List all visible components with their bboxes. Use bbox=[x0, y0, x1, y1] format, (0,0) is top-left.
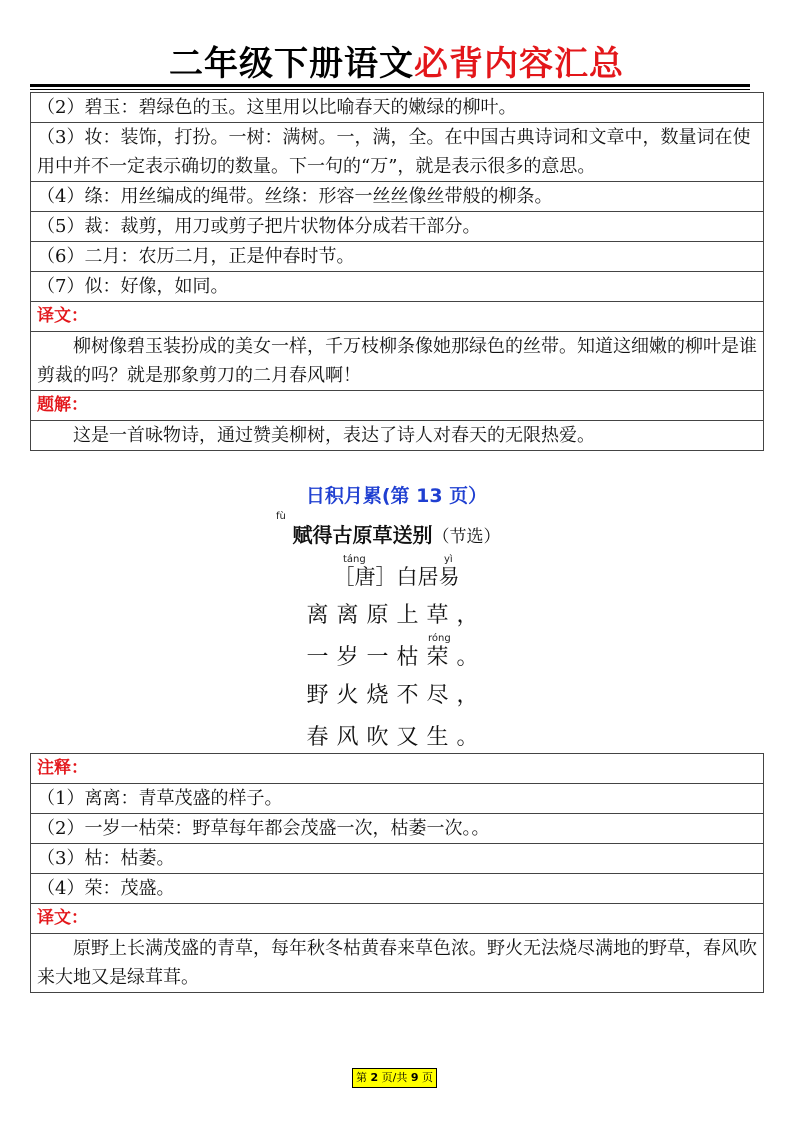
poem-line-2: 一岁一枯荣。 bbox=[306, 645, 487, 670]
title-rule-thick bbox=[30, 84, 750, 87]
poem-title bbox=[0, 520, 793, 552]
note-item: （4）绦：用丝编成的绳带。丝绦：形容一丝丝像丝带般的柳条。 bbox=[31, 182, 764, 212]
table-row bbox=[31, 212, 764, 242]
table-row bbox=[31, 93, 764, 123]
table-row bbox=[31, 904, 764, 934]
translation-text: 原野上长满茂盛的青草，每年秋冬枯黄春来草色浓。野火无法烧尽满地的野草，春风吹来大地又是绿茸茸。 bbox=[31, 934, 764, 993]
table-row bbox=[31, 934, 764, 993]
note-item: （2）碧玉：碧绿色的玉。这里用以比喻春天的嫩绿的柳叶。 bbox=[31, 93, 764, 123]
pinyin-yi: yì bbox=[444, 554, 453, 565]
footer-middle: 页/共 bbox=[381, 1071, 408, 1084]
table-row bbox=[31, 814, 764, 844]
table-row bbox=[31, 332, 764, 391]
note-item: （5）裁：裁剪，用刀或剪子把片状物体分成若干部分。 bbox=[31, 212, 764, 242]
table-row bbox=[31, 844, 764, 874]
poem-line-4: 春风吹又生。 bbox=[306, 725, 487, 750]
explanation-heading: 题解： bbox=[31, 391, 764, 421]
notes-heading: 注释： bbox=[31, 754, 764, 784]
table-row bbox=[31, 874, 764, 904]
poem-title-main: 赋得古原草送别 bbox=[292, 523, 433, 547]
footer-page: 2 bbox=[370, 1071, 379, 1084]
notes-table-top bbox=[30, 92, 764, 451]
poem-line-3: 野火烧不尽， bbox=[306, 683, 487, 708]
footer-prefix: 第 bbox=[356, 1071, 367, 1084]
table-row bbox=[31, 391, 764, 421]
note-item: （7）似：好像，如同。 bbox=[31, 272, 764, 302]
table-row bbox=[31, 754, 764, 784]
table-row bbox=[31, 182, 764, 212]
title-red: 必背内容汇总 bbox=[414, 44, 624, 84]
title-rule-thin bbox=[30, 89, 750, 90]
translation-text: 柳树像碧玉装扮成的美女一样，千万枝柳条像她那绿色的丝带。知道这细嫩的柳叶是谁剪裁的吗？就是那象剪刀的二月春风啊！ bbox=[31, 332, 764, 391]
footer-total: 9 bbox=[410, 1071, 419, 1084]
section-title: 日积月累(第 13 页） bbox=[305, 485, 488, 507]
translation-heading: 译文： bbox=[31, 904, 764, 934]
poem-author: ［唐］白居易 bbox=[333, 565, 460, 589]
explanation-text: 这是一首咏物诗，通过赞美柳树，表达了诗人对春天的无限热爱。 bbox=[31, 421, 764, 451]
poem-title-sub: （节选） bbox=[432, 527, 501, 547]
table-row bbox=[31, 302, 764, 332]
note-item: （1）离离：青草茂盛的样子。 bbox=[31, 784, 764, 814]
pinyin-tang: táng bbox=[343, 554, 366, 565]
table-row bbox=[31, 272, 764, 302]
note-item: （6）二月：农历二月，正是仲春时节。 bbox=[31, 242, 764, 272]
title-black: 二年级下册语文 bbox=[169, 44, 414, 84]
note-item: （3）枯：枯萎。 bbox=[31, 844, 764, 874]
table-row bbox=[31, 242, 764, 272]
pinyin-rong: róng bbox=[428, 633, 451, 644]
note-item: （2）一岁一枯荣：野草每年都会茂盛一次，枯萎一次。。 bbox=[31, 814, 764, 844]
note-item: （3）妆：装饰，打扮。一树：满树。一，满，全。在中国古典诗词和文章中，数量词在使用中并不一定表示确切的数量。下一句的“万”，就是表示很多的意思。 bbox=[31, 123, 764, 182]
translation-heading: 译文： bbox=[31, 302, 764, 332]
table-row bbox=[31, 421, 764, 451]
poem-line-1: 离离原上草， bbox=[306, 603, 487, 628]
page-number bbox=[352, 1068, 437, 1088]
page-title bbox=[0, 42, 793, 86]
notes-table-bottom bbox=[30, 753, 764, 993]
pinyin-fu: fù bbox=[276, 511, 286, 522]
table-row bbox=[31, 784, 764, 814]
table-row bbox=[31, 123, 764, 182]
footer-suffix: 页 bbox=[422, 1071, 434, 1084]
note-item: （4）荣：茂盛。 bbox=[31, 874, 764, 904]
